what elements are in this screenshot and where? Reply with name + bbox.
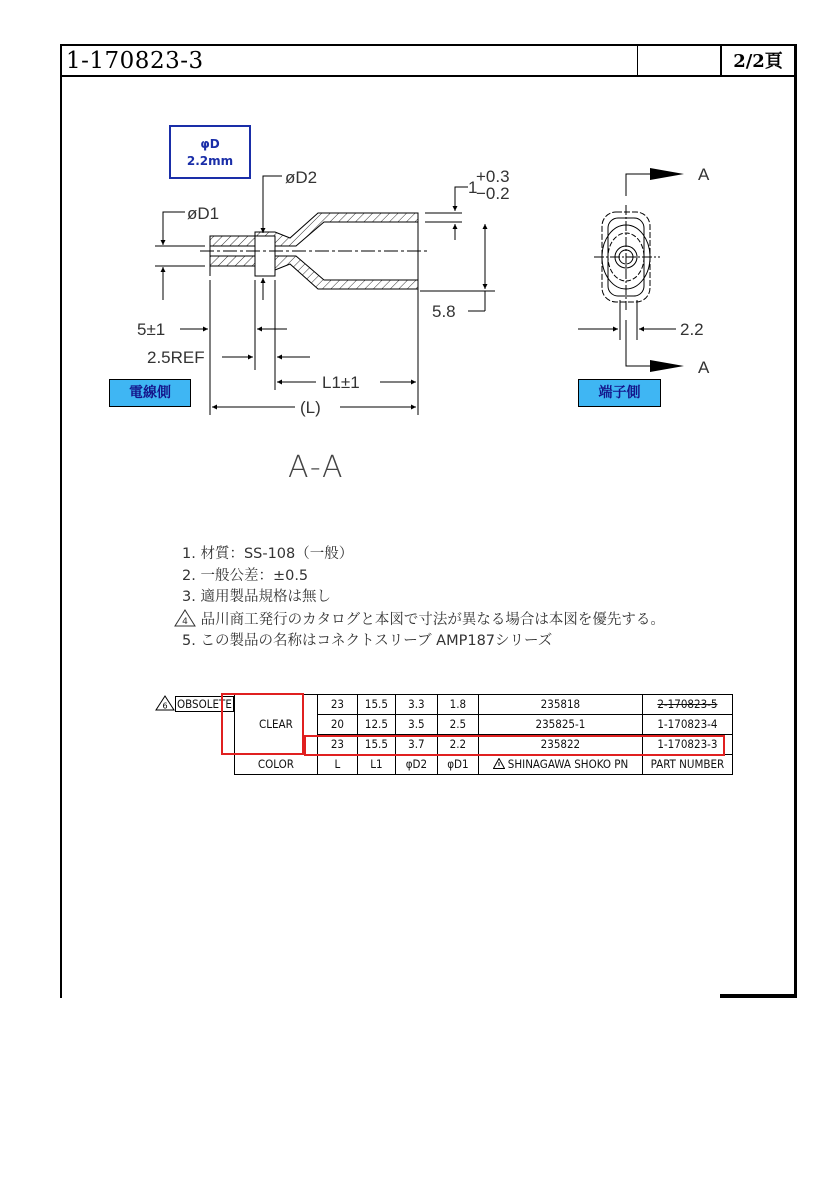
note-item — [174, 609, 665, 632]
tol-base-label: 1 — [468, 178, 478, 197]
table-cell: 20 — [317, 715, 357, 735]
table-cell: 12.5 — [357, 715, 395, 735]
note-item: 5. この製品の名称はコネクトスリーブ AMP187シリーズ — [182, 633, 553, 649]
table-cell: 1.8 — [437, 695, 478, 715]
note-text: 品川商工発行のカタログと本図で寸法が異なる場合は本図を優先する。 — [200, 611, 665, 628]
header-pn — [478, 755, 642, 775]
frame-bottom-mark — [720, 994, 797, 998]
view-a-bottom-label: A — [698, 358, 710, 377]
table-cell: 235818 — [478, 695, 642, 715]
tol-minus-label: −0.2 — [476, 184, 510, 203]
od1-label: øD1 — [187, 204, 220, 223]
dim-l-label: (L) — [300, 398, 321, 417]
section-title: A-A — [288, 450, 345, 485]
table-header-row — [155, 755, 732, 775]
doc-number: 1-170823-3 — [66, 48, 204, 74]
view-a-top-label: A — [698, 165, 710, 184]
header-color: COLOR — [234, 755, 317, 775]
dim-5-label: 5±1 — [137, 320, 166, 339]
highlight-color-box — [221, 693, 304, 755]
notes-list — [182, 544, 665, 653]
obsolete-label: OBSOLETE — [177, 697, 232, 711]
dim-5-8-label: 5.8 — [432, 302, 456, 321]
header-d2: φD2 — [395, 755, 437, 775]
table-cell: 235822 — [478, 735, 642, 755]
header-l1: L1 — [357, 755, 395, 775]
dim-l1-label: L1±1 — [322, 373, 360, 392]
header-l: L — [317, 755, 357, 775]
table-cell: 2.5 — [437, 715, 478, 735]
table-cell: 3.5 — [395, 715, 437, 735]
revision-triangle-icon — [155, 695, 175, 711]
table-cell: 235825-1 — [478, 715, 642, 735]
tol-plus-label: +0.3 — [476, 167, 510, 186]
terminal-side-tag: 端子側 — [578, 379, 661, 407]
header-d1: φD1 — [437, 755, 478, 775]
table-cell: 23 — [317, 735, 357, 755]
note-item: 3. 適用製品規格は無し — [182, 589, 331, 605]
diameter-value: 2.2mm — [186, 154, 234, 168]
table-cell: 23 — [317, 695, 357, 715]
table-cell: 15.5 — [357, 735, 395, 755]
note-item: 2. 一般公差：±0.5 — [182, 567, 309, 584]
note-item: 1. 材質：SS-108（一般） — [182, 546, 354, 562]
page-number: 2/2頁 — [733, 51, 783, 72]
table-cell: 2.2 — [437, 735, 478, 755]
revision-triangle-icon — [174, 609, 196, 627]
table-cell: 2-170823-5 — [642, 695, 732, 715]
wire-side-tag: 電線側 — [109, 379, 191, 407]
od2-label: øD2 — [285, 168, 318, 187]
sleeve-section-drawing — [0, 0, 835, 520]
table-cell: 15.5 — [357, 695, 395, 715]
diameter-label: φD — [200, 137, 220, 151]
table-cell: 1-170823-4 — [642, 715, 732, 735]
table-cell: 1-170823-3 — [642, 735, 732, 755]
table-cell: 3.7 — [395, 735, 437, 755]
table-cell: 3.3 — [395, 695, 437, 715]
obsolete-marker: 6 — [162, 701, 168, 711]
warning-triangle-icon — [493, 758, 505, 769]
highlight-current-row-box — [304, 735, 725, 756]
dim-2-5-label: 2.5REF — [147, 348, 205, 367]
header-part-number: PART NUMBER — [642, 755, 732, 775]
header-pn-label: SHINAGAWA SHOKO PN — [507, 757, 629, 771]
color-value: CLEAR — [234, 695, 317, 755]
dim-2-2-label: 2.2 — [680, 320, 704, 339]
note4-marker: 4 — [182, 616, 188, 627]
